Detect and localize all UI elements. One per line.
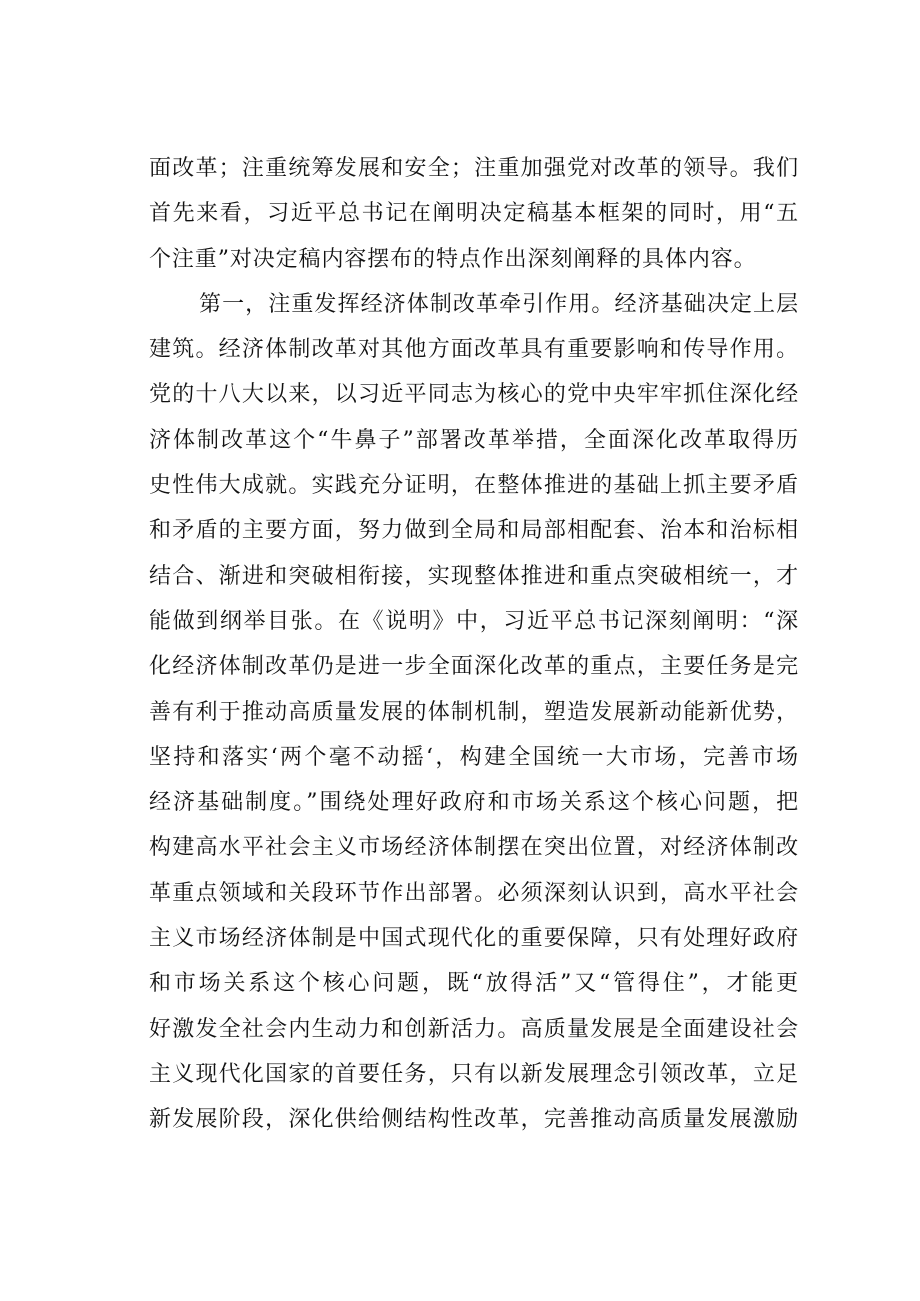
text-line: 和矛盾的主要方面，努力做到全局和局部相配套、治本和治标相 — [149, 518, 799, 544]
text-line: 结合、渐进和突破相衔接，实现整体推进和重点突破相统一，才 — [149, 563, 799, 589]
text-line: 构建高水平社会主义市场经济体制摆在突出位置，对经济体制改 — [149, 835, 799, 861]
paragraph-first-line: 第一，注重发挥经济体制改革牵引作用。经济基础决定上层 — [199, 291, 799, 317]
text-line: 首先来看，习近平总书记在阐明决定稿基本框架的同时，用“五 — [149, 201, 799, 227]
text-line: 经济基础制度。”围绕处理好政府和市场关系这个核心问题，把 — [149, 790, 799, 816]
text-line: 能做到纲举目张。在《说明》中，习近平总书记深刻阐明：“深 — [149, 608, 799, 634]
text-line: 革重点领域和关段环节作出部署。必须深刻认识到，高水平社会 — [149, 880, 799, 906]
text-line: 化经济体制改革仍是进一步全面深化改革的重点，主要任务是完 — [149, 654, 799, 680]
text-line: 坚持和落实‘两个毫不动摇‘，构建全国统一大市场，完善市场 — [149, 744, 799, 770]
text-line: 个注重”对决定稿内容摆布的特点作出深刻阐释的具体内容。 — [149, 246, 757, 272]
text-line: 建筑。经济体制改革对其他方面改革具有重要影响和传导作用。 — [149, 337, 799, 363]
text-line: 主义现代化国家的首要任务，只有以新发展理念引领改革，立足 — [149, 1061, 799, 1087]
text-line: 党的十八大以来，以习近平同志为核心的党中央牢牢抓住深化经 — [149, 382, 799, 408]
text-line: 好激发全社会内生动力和创新活力。高质量发展是全面建设社会 — [149, 1016, 799, 1042]
text-line: 善有利于推动高质量发展的体制机制，塑造发展新动能新优势， — [149, 699, 799, 725]
text-line: 新发展阶段，深化供给侧结构性改革，完善推动高质量发展激励 — [149, 1107, 799, 1133]
body-text — [149, 146, 799, 1143]
text-line: 和市场关系这个核心问题，既“放得活”又“管得住”，才能更 — [149, 971, 799, 997]
text-line: 面改革；注重统筹发展和安全；注重加强党对改革的领导。我们 — [149, 156, 799, 181]
text-line: 主义市场经济体制是中国式现代化的重要保障，只有处理好政府 — [149, 926, 799, 952]
text-line: 济体制改革这个“牛鼻子”部署改革举措，全面深化改革取得历 — [149, 427, 799, 453]
text-line: 史性伟大成就。实践充分证明，在整体推进的基础上抓主要矛盾 — [149, 473, 799, 499]
